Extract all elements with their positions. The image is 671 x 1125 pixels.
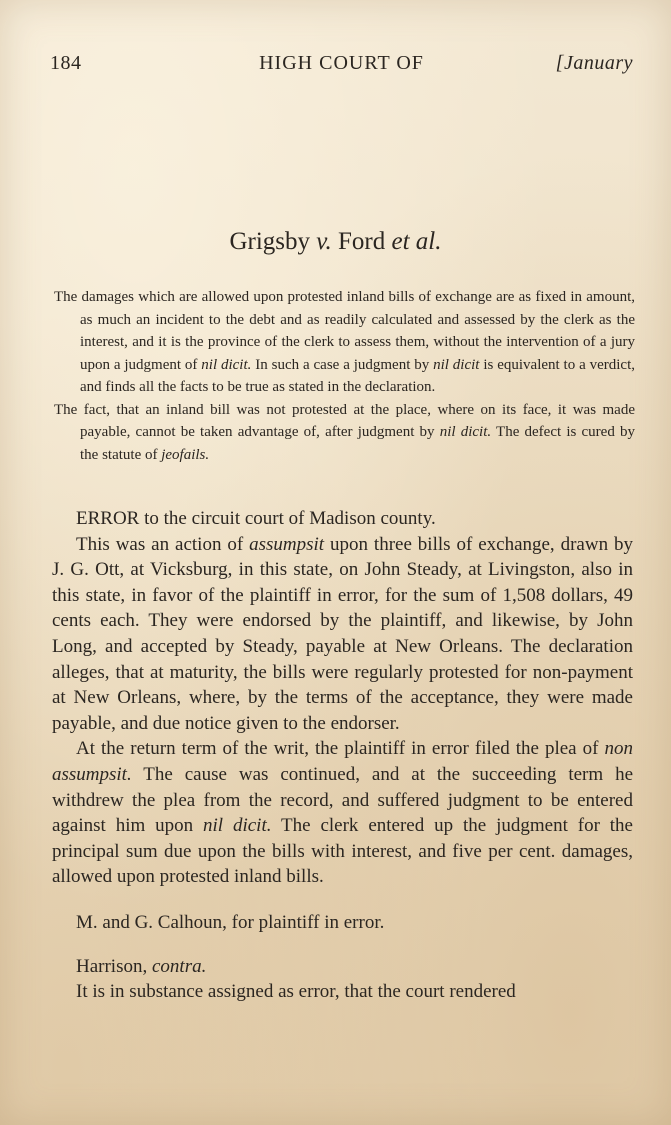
- counsel-name: Harrison,: [76, 955, 152, 977]
- body-text: The cause was continued, and at the succeeding term he withdrew the plea from the record, and suffered judgment to be entered against him upon: [52, 763, 633, 837]
- headnote: [54, 399, 635, 467]
- headnote-text: The fact, that an inland bill was not protested at the place, where on its face, it was made payable, cannot be taken advantage of, after judgment by: [54, 401, 635, 440]
- headnote-italic: jeofails.: [161, 446, 210, 463]
- counsel-plaintiff: M. and G. Calhoun, for plaintiff in error.: [76, 911, 385, 933]
- headnotes: [54, 286, 635, 466]
- running-date: [January: [555, 52, 633, 74]
- body-italic: nil dicit.: [203, 815, 272, 837]
- headnote-text: The defect is cured by the statute of: [80, 424, 635, 463]
- case-et-al: et al.: [391, 228, 442, 255]
- counsel-italic: contra.: [151, 955, 207, 977]
- case-party-plaintiff: Grigsby: [229, 228, 311, 255]
- case-party-defendant: Ford: [338, 228, 386, 255]
- page-number: 184: [50, 52, 82, 74]
- body-text: At the return term of the writ, the plaintiff in error filed the plea of: [76, 738, 605, 760]
- body-paragraph: [52, 532, 633, 737]
- headnote-italic: nil dicit: [433, 356, 480, 373]
- body-text: upon three bills of exchange, drawn by J. G. Ott, at Vicksburg, in this state, on John Steady, at Livingston, also in this state, in favor of the plaintiff in error, for the sum of 1,508 dollars, 49 cents each. They were endorsed by the plaintiff, and likewise, by John Long, and accepted by Steady, payable at New Orleans. The declaration alleges, that at maturity, the bills were regularly protested for non-payment at New Orleans, where, by the terms of the acceptance, they were made payable, and due notice given to the endorser.: [52, 533, 633, 734]
- error-line: ERROR to the circuit court of Madison county.: [76, 508, 436, 529]
- body-italic: assumpsit: [249, 533, 325, 555]
- body-text: This was an action of: [76, 533, 250, 555]
- counsel-defendant: [52, 954, 633, 980]
- body-paragraph-last: It is in substance assigned as error, that the court rendered: [76, 981, 516, 1003]
- headnote-italic: nil dicit.: [439, 424, 492, 440]
- case-title: [0, 228, 671, 256]
- headnote-text: In such a case a judgment by: [251, 356, 434, 373]
- body-text: The clerk entered up the judgment for the principal sum due upon the bills with interest, and five per cent. damages, allowed upon protested inland bills.: [52, 815, 633, 888]
- headnote-italic: nil dicit.: [201, 356, 252, 373]
- body-paragraph: [52, 736, 633, 890]
- running-header: [50, 52, 633, 82]
- headnote-text: is equivalent to a verdict, and finds all the facts to be true as stated in the declaration.: [80, 356, 636, 395]
- case-versus: v.: [316, 228, 332, 255]
- opinion-body: [52, 506, 633, 1005]
- body-italic: non assumpsit.: [52, 738, 633, 785]
- running-title: HIGH COURT OF: [259, 52, 424, 74]
- headnote: [54, 286, 635, 399]
- headnote-text: The damages which are allowed upon protested inland bills of exchange are as fixed in amount, as much an incident to the debt and as readily calculated and assessed by the clerk as the interest, and it is the province of the clerk to assess them, without the intervention of a jury upon a judgment of: [54, 289, 635, 373]
